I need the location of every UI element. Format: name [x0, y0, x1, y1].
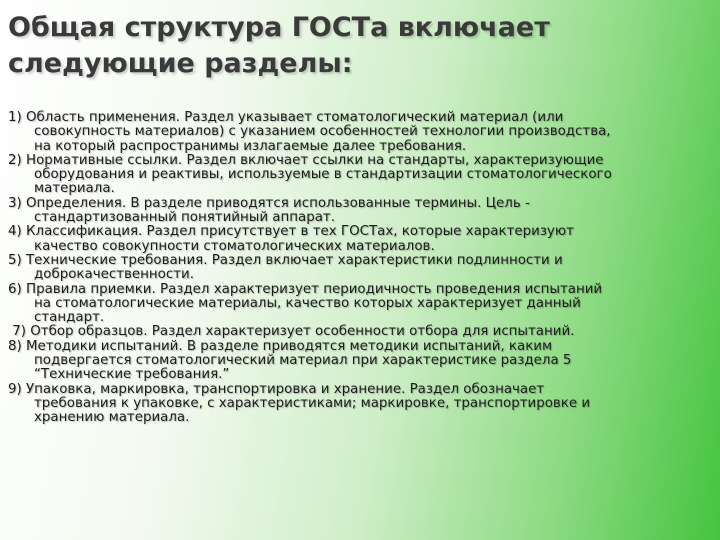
- section-line: на стоматологические материалы, качество которых характеризует данный: [34, 295, 581, 311]
- section-line: материала.: [34, 181, 115, 197]
- section-item: [8, 225, 712, 254]
- section-line: 2) Нормативные ссылки. Раздел включает ссылки на стандарты, характеризующие: [8, 152, 604, 168]
- section-line: 8) Методики испытаний. В разделе приводятся методики испытаний, каким: [8, 338, 553, 354]
- section-line: 7) Отбор образцов. Раздел характеризует особенности отбора для испытаний.: [8, 324, 575, 340]
- section-item: [8, 325, 712, 339]
- section-line: “Технические требования.”: [34, 367, 230, 383]
- section-line: 1) Область применения. Раздел указывает стоматологический материал (или: [8, 110, 564, 125]
- section-line: 6) Правила приемки. Раздел характеризует периодичность проведения испытаний: [8, 281, 603, 297]
- section-item: [8, 340, 712, 383]
- section-line: доброкачественности.: [34, 267, 194, 283]
- section-item: [8, 283, 712, 326]
- title-line: Общая структура ГОСТа включает: [8, 12, 550, 43]
- section-item: [8, 154, 712, 197]
- section-item: [8, 383, 712, 426]
- section-line: оборудования и реактивы, используемые в стандартизации стоматологического: [34, 167, 612, 183]
- section-line: качество совокупности стоматологических материалов.: [34, 238, 435, 254]
- section-line: 3) Определения. В разделе приводятся использованные термины. Цель -: [8, 195, 530, 211]
- section-item: [8, 111, 712, 154]
- section-line: совокупность материалов) с указанием особенностей технологии производства,: [34, 124, 611, 140]
- sections-list: [8, 111, 712, 426]
- section-line: 9) Упаковка, маркировка, транспортировка и хранение. Раздел обозначает: [8, 381, 545, 397]
- title-line: следующие разделы:: [8, 48, 353, 79]
- section-line: 4) Классификация. Раздел присутствует в тех ГОСТах, которые характеризуют: [8, 224, 574, 240]
- section-line: хранению материала.: [34, 410, 190, 426]
- section-line: стандарт.: [34, 310, 105, 326]
- section-line: подвергается стоматологический материал при характеристике раздела 5: [34, 353, 572, 369]
- section-item: [8, 254, 712, 283]
- section-line: на который распространимы излагаемые далее требования.: [34, 138, 467, 154]
- section-item: [8, 197, 712, 226]
- section-line: 5) Технические требования. Раздел включает характеристики подлинности и: [8, 252, 563, 268]
- section-line: требования к упаковке, с характеристиками; маркировке, транспортировке и: [34, 395, 591, 411]
- slide-title: [8, 10, 708, 82]
- section-line: стандартизованный понятийный аппарат.: [34, 210, 335, 226]
